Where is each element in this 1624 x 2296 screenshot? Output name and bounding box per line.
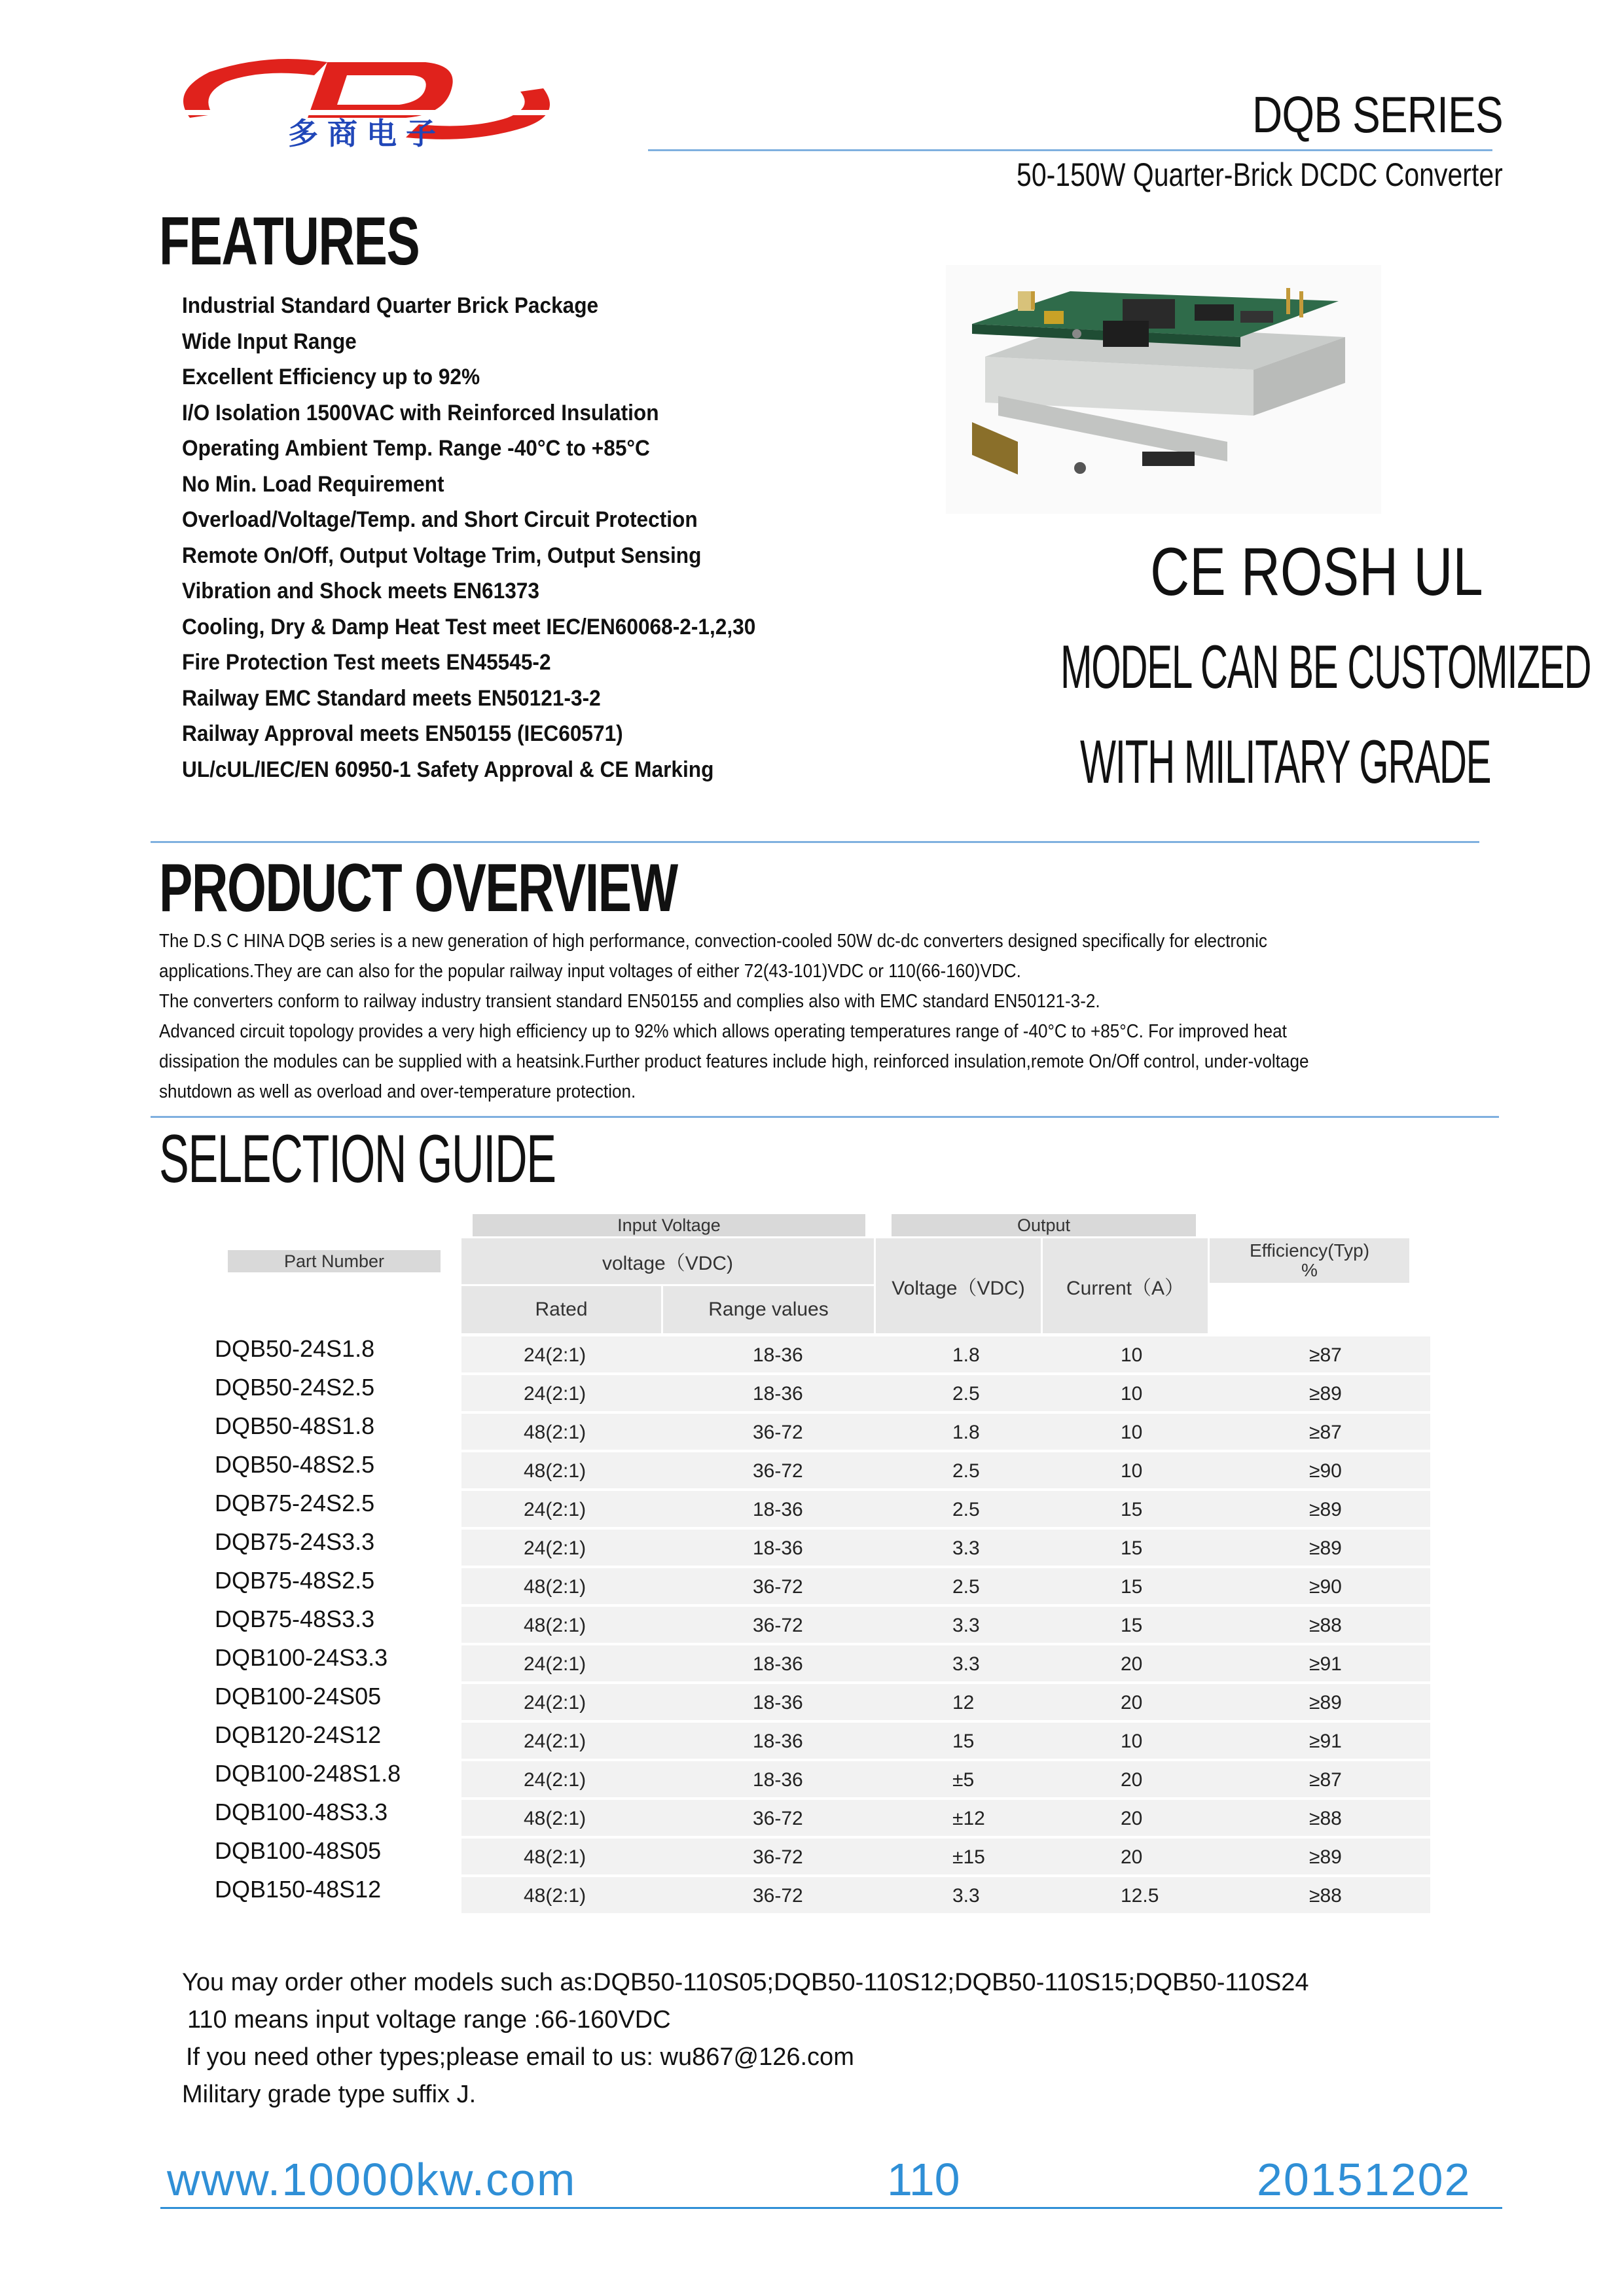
- note-line: You may order other models such as:DQB50-110S05;DQB50-110S12;DQB50-110S15;DQB50-110S24: [182, 1969, 1309, 1996]
- current-cell: 10: [1121, 1731, 1143, 1752]
- table-row: [0, 1374, 1624, 1412]
- output-header: Output: [892, 1214, 1196, 1236]
- part-number-cell: DQB100-24S05: [215, 1683, 382, 1710]
- current-header: Current（A）: [1043, 1238, 1208, 1333]
- output-voltage-header: Voltage（VDC): [876, 1238, 1041, 1333]
- table-row: [0, 1760, 1624, 1799]
- voltage-cell: 3.3: [952, 1537, 980, 1559]
- table-row: [0, 1335, 1624, 1374]
- table-row: [0, 1876, 1624, 1914]
- eff-cell: ≥88: [1309, 1885, 1342, 1907]
- rated-cell: 24(2:1): [524, 1499, 586, 1520]
- military-grade-note: WITH MILITARY GRADE: [1080, 727, 1491, 796]
- range-cell: 18-36: [753, 1653, 803, 1675]
- table-row: [0, 1490, 1624, 1528]
- company-logo: [164, 52, 569, 151]
- logo-text: 多商电子: [288, 116, 445, 151]
- rated-cell: 24(2:1): [524, 1383, 586, 1405]
- note-line: Military grade type suffix J.: [182, 2081, 477, 2108]
- voltage-cell: 2.5: [952, 1499, 980, 1520]
- eff-cell: ≥91: [1309, 1731, 1342, 1752]
- current-cell: 10: [1121, 1422, 1143, 1443]
- voltage-cell: ±12: [952, 1808, 985, 1829]
- current-cell: 10: [1121, 1383, 1143, 1405]
- current-cell: 20: [1121, 1653, 1143, 1675]
- part-number-header: Part Number: [228, 1250, 441, 1272]
- row-band: [461, 1414, 1430, 1450]
- part-number-cell: DQB50-24S1.8: [215, 1335, 375, 1362]
- rated-header: Rated: [461, 1286, 661, 1333]
- feature-item: Cooling, Dry & Damp Heat Test meet IEC/EN60068-2-1,2,30: [182, 614, 756, 639]
- footer-underline: [160, 2207, 1502, 2209]
- part-number-cell: DQB75-24S3.3: [215, 1528, 375, 1555]
- footer-date: 20151202: [1257, 2154, 1471, 2205]
- customization-note: MODEL CAN BE CUSTOMIZED: [1060, 632, 1591, 701]
- overview-line: shutdown as well as overload and over-temperature protection.: [159, 1081, 636, 1102]
- current-cell: 10: [1121, 1344, 1143, 1366]
- feature-item: No Min. Load Requirement: [182, 471, 444, 497]
- range-cell: 18-36: [753, 1692, 803, 1713]
- feature-item: Wide Input Range: [182, 329, 357, 354]
- feature-item: Overload/Voltage/Temp. and Short Circuit Protection: [182, 507, 698, 532]
- part-number-cell: DQB150-48S12: [215, 1876, 382, 1903]
- table-row: [0, 1721, 1624, 1760]
- row-band: [461, 1684, 1430, 1720]
- footer-page-number: 110: [887, 2154, 960, 2205]
- section-divider: [151, 841, 1479, 843]
- voltage-cell: 2.5: [952, 1576, 980, 1598]
- rated-cell: 24(2:1): [524, 1653, 586, 1675]
- row-band: [461, 1375, 1430, 1411]
- feature-item: Industrial Standard Quarter Brick Package: [182, 293, 599, 318]
- efficiency-label: Efficiency(Typ): [1249, 1240, 1370, 1261]
- eff-cell: ≥87: [1309, 1344, 1342, 1366]
- table-row: [0, 1567, 1624, 1605]
- part-number-cell: DQB75-48S3.3: [215, 1605, 375, 1632]
- eff-cell: ≥89: [1309, 1846, 1342, 1868]
- row-band: [461, 1723, 1430, 1759]
- voltage-cell: 15: [952, 1731, 975, 1752]
- range-values-header: Range values: [663, 1286, 874, 1333]
- eff-cell: ≥89: [1309, 1499, 1342, 1520]
- eff-cell: ≥90: [1309, 1460, 1342, 1482]
- efficiency-header: [1210, 1238, 1409, 1283]
- feature-item: Railway EMC Standard meets EN50121-3-2: [182, 685, 601, 711]
- part-number-cell: DQB75-48S2.5: [215, 1567, 375, 1594]
- voltage-cell: 2.5: [952, 1383, 980, 1405]
- rated-cell: 48(2:1): [524, 1460, 586, 1482]
- range-cell: 36-72: [753, 1885, 803, 1907]
- feature-item: Railway Approval meets EN50155 (IEC60571): [182, 721, 623, 746]
- overview-heading: PRODUCT OVERVIEW: [159, 850, 677, 926]
- overview-line: applications.They are can also for the popular railway input voltages of either 72(43-101)VDC or 110(66-160)VDC.: [159, 961, 1021, 982]
- note-line: 110 means input voltage range :66-160VDC: [187, 2006, 671, 2034]
- table-row: [0, 1799, 1624, 1837]
- eff-cell: ≥88: [1309, 1808, 1342, 1829]
- current-cell: 15: [1121, 1615, 1143, 1636]
- current-cell: 15: [1121, 1499, 1143, 1520]
- overview-line: dissipation the modules can be supplied with a heatsink.Further product features include high, reinforced insulation,remote On/Off control, under-voltage: [159, 1051, 1309, 1072]
- eff-cell: ≥91: [1309, 1653, 1342, 1675]
- voltage-cell: 1.8: [952, 1344, 980, 1366]
- certifications: CE ROSH UL: [1150, 534, 1483, 610]
- range-cell: 36-72: [753, 1615, 803, 1636]
- rated-cell: 24(2:1): [524, 1537, 586, 1559]
- rated-cell: 48(2:1): [524, 1422, 586, 1443]
- current-cell: 15: [1121, 1576, 1143, 1598]
- rated-cell: 48(2:1): [524, 1846, 586, 1868]
- features-list: [182, 288, 799, 787]
- row-band: [461, 1607, 1430, 1643]
- row-band: [461, 1491, 1430, 1527]
- current-cell: 20: [1121, 1692, 1143, 1713]
- feature-item: Excellent Efficiency up to 92%: [182, 365, 480, 389]
- voltage-cell: ±5: [952, 1769, 975, 1791]
- eff-cell: ≥87: [1309, 1769, 1342, 1791]
- feature-item: I/O Isolation 1500VAC with Reinforced Insulation: [182, 400, 659, 425]
- voltage-vdc-header: voltage（VDC): [461, 1238, 874, 1284]
- series-title: DQB SERIES: [1252, 86, 1503, 143]
- table-row: [0, 1605, 1624, 1644]
- rated-cell: 48(2:1): [524, 1615, 586, 1636]
- table-row: [0, 1528, 1624, 1567]
- eff-cell: ≥90: [1309, 1576, 1342, 1598]
- part-number-cell: DQB50-48S2.5: [215, 1451, 375, 1478]
- row-band: [461, 1568, 1430, 1604]
- row-band: [461, 1761, 1430, 1797]
- rated-cell: 24(2:1): [524, 1692, 586, 1713]
- range-cell: 18-36: [753, 1537, 803, 1559]
- range-cell: 36-72: [753, 1846, 803, 1868]
- features-heading: FEATURES: [159, 204, 420, 279]
- part-number-cell: DQB100-248S1.8: [215, 1760, 401, 1787]
- part-number-cell: DQB100-48S3.3: [215, 1799, 388, 1825]
- footer-website[interactable]: www.10000kw.com: [167, 2154, 577, 2205]
- row-band: [461, 1877, 1430, 1913]
- rated-cell: 24(2:1): [524, 1731, 586, 1752]
- eff-cell: ≥89: [1309, 1692, 1342, 1713]
- voltage-cell: 2.5: [952, 1460, 980, 1482]
- row-band: [461, 1336, 1430, 1372]
- table-row: [0, 1644, 1624, 1683]
- current-cell: 20: [1121, 1808, 1143, 1829]
- range-cell: 36-72: [753, 1422, 803, 1443]
- overview-line: The converters conform to railway industry transient standard EN50155 and complies also with EMC standard EN50121-3-2.: [159, 991, 1100, 1012]
- current-cell: 20: [1121, 1846, 1143, 1868]
- voltage-cell: 3.3: [952, 1885, 980, 1907]
- product-image: [946, 265, 1381, 514]
- eff-cell: ≥88: [1309, 1615, 1342, 1636]
- current-cell: 15: [1121, 1537, 1143, 1559]
- part-number-cell: DQB50-48S1.8: [215, 1412, 375, 1439]
- range-cell: 18-36: [753, 1344, 803, 1366]
- part-number-cell: DQB50-24S2.5: [215, 1374, 375, 1401]
- range-cell: 36-72: [753, 1460, 803, 1482]
- row-band: [461, 1839, 1430, 1874]
- feature-item: UL/cUL/IEC/EN 60950-1 Safety Approval & CE Marking: [182, 757, 714, 782]
- part-number-cell: DQB120-24S12: [215, 1721, 382, 1748]
- feature-item: Remote On/Off, Output Voltage Trim, Output Sensing: [182, 543, 702, 568]
- voltage-cell: ±15: [952, 1846, 985, 1868]
- overview-text: [159, 926, 1475, 1107]
- selection-heading: SELECTION GUIDE: [159, 1121, 556, 1197]
- section-divider: [151, 1116, 1499, 1118]
- voltage-cell: 3.3: [952, 1615, 980, 1636]
- current-cell: 20: [1121, 1769, 1143, 1791]
- range-cell: 36-72: [753, 1808, 803, 1829]
- range-cell: 36-72: [753, 1576, 803, 1598]
- order-notes: [182, 1969, 1309, 2118]
- overview-line: The D.S C HINA DQB series is a new generation of high performance, convection-cooled 50W dc-dc converters designed specifically for electronic: [159, 931, 1267, 952]
- part-number-cell: DQB75-24S2.5: [215, 1490, 375, 1516]
- rated-cell: 48(2:1): [524, 1885, 586, 1907]
- efficiency-unit: %: [1301, 1260, 1318, 1280]
- series-subtitle: 50-150W Quarter-Brick DCDC Converter: [1017, 156, 1503, 193]
- rated-cell: 24(2:1): [524, 1344, 586, 1366]
- row-band: [461, 1530, 1430, 1566]
- rated-cell: 48(2:1): [524, 1808, 586, 1829]
- range-cell: 18-36: [753, 1731, 803, 1752]
- row-band: [461, 1645, 1430, 1681]
- part-number-cell: DQB100-48S05: [215, 1837, 382, 1864]
- eff-cell: ≥89: [1309, 1383, 1342, 1405]
- current-cell: 10: [1121, 1460, 1143, 1482]
- row-band: [461, 1452, 1430, 1488]
- range-cell: 18-36: [753, 1499, 803, 1520]
- table-row: [0, 1683, 1624, 1721]
- table-row: [0, 1837, 1624, 1876]
- overview-line: Advanced circuit topology provides a very high efficiency up to 92% which allows operating temperatures range of -40°C to +85°C. For improved heat: [159, 1021, 1287, 1042]
- eff-cell: ≥87: [1309, 1422, 1342, 1443]
- feature-item: Vibration and Shock meets EN61373: [182, 579, 539, 603]
- input-voltage-header: Input Voltage: [473, 1214, 865, 1236]
- note-line: If you need other types;please email to us: wu867@126.com: [186, 2043, 854, 2071]
- voltage-cell: 12: [952, 1692, 975, 1713]
- current-cell: 12.5: [1121, 1885, 1159, 1907]
- voltage-cell: 3.3: [952, 1653, 980, 1675]
- eff-cell: ≥89: [1309, 1537, 1342, 1559]
- voltage-cell: 1.8: [952, 1422, 980, 1443]
- rated-cell: 48(2:1): [524, 1576, 586, 1598]
- feature-item: Fire Protection Test meets EN45545-2: [182, 650, 551, 675]
- rated-cell: 24(2:1): [524, 1769, 586, 1791]
- row-band: [461, 1800, 1430, 1836]
- header-divider: [648, 149, 1492, 151]
- feature-item: Operating Ambient Temp. Range -40°C to +85°C: [182, 436, 650, 461]
- table-row: [0, 1451, 1624, 1490]
- range-cell: 18-36: [753, 1769, 803, 1791]
- table-row: [0, 1412, 1624, 1451]
- part-number-cell: DQB100-24S3.3: [215, 1644, 388, 1671]
- range-cell: 18-36: [753, 1383, 803, 1405]
